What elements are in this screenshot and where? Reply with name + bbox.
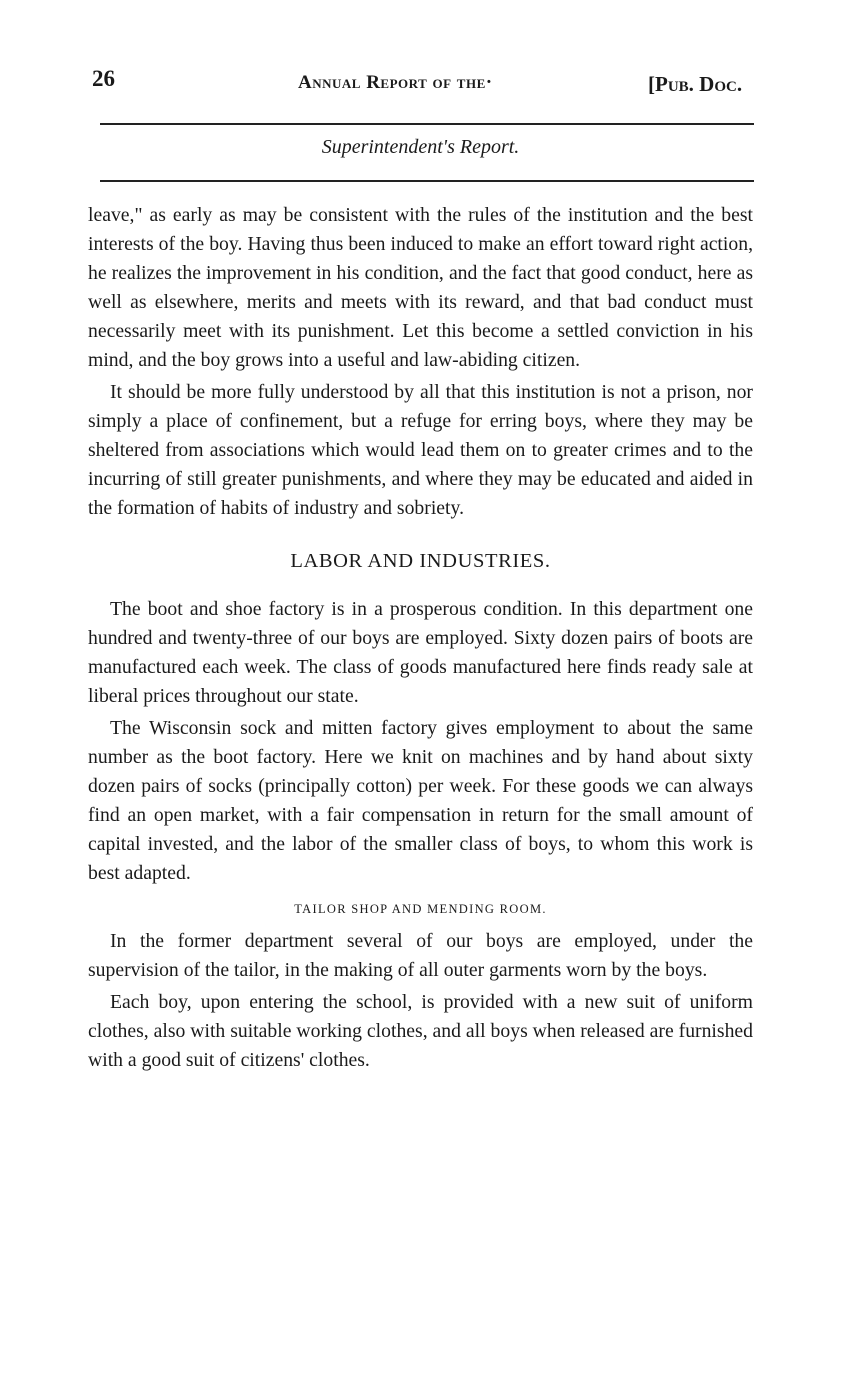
paragraph-sock-factory: The Wisconsin sock and mitten factory gives employment to about the same number as the boot factory. Here we knit on machines and by hand about sixty dozen pairs of socks (principally cotton) per week. For these goods we can always find an open market, with a fair compensation in return for the small amount of capital invested, and the labor of the smaller class of boys, to whom this work is best adapted. — [88, 717, 753, 884]
body-text — [88, 201, 753, 1075]
paragraph-boot-factory: The boot and shoe factory is in a prosperous condition. In this department one hundred and twenty-three of our boys are employed. Sixty dozen pairs of boots are manufactured each week. The class of goods manufactured here finds ready sale at liberal prices throughout our state. — [88, 598, 753, 707]
running-title: Annual Report of the· — [298, 72, 493, 93]
section-title: Superintendent's Report. — [321, 136, 520, 158]
paragraph-uniform: Each boy, upon entering the school, is provided with a new suit of uniform clothes, also with suitable working clothes, and all boys when released are furnished with a good suit of citizens' clothes. — [88, 991, 753, 1071]
paragraph-refuge: It should be more fully understood by all that this institution is not a prison, nor simply a place of confinement, but a refuge for erring boys, where they may be sheltered from associations which would lead them on to greater crimes and to the incurring of still greater punishments, and where they may be educated and aided in the formation of habits of industry and sobriety. — [88, 381, 753, 519]
paragraph-tailor: In the former department several of our boys are employed, under the supervision of the tailor, in the making of all outer garments worn by the boys. — [88, 930, 753, 981]
heading-labor-industries: LABOR AND INDUSTRIES. — [290, 550, 551, 572]
heading-tailor-shop: TAILOR SHOP AND MENDING ROOM. — [294, 902, 547, 916]
paragraph-continued: leave," as early as may be consistent with the rules of the institution and the best interests of the boy. Having thus been induced to make an effort toward right action, he realizes the improvement in his condition, and the fact that good conduct, here as well as elsewhere, merits and meets with its reward, and that bad conduct must necessarily meet with its punishment. Let this become a settled conviction in his mind, and the boy grows into a useful and law-abiding citizen. — [88, 204, 753, 371]
header-rule-bottom — [100, 180, 754, 182]
page-number: 26 — [92, 66, 115, 91]
document-tag: [Pub. Doc. — [648, 72, 743, 96]
header-rule-top — [100, 123, 754, 125]
